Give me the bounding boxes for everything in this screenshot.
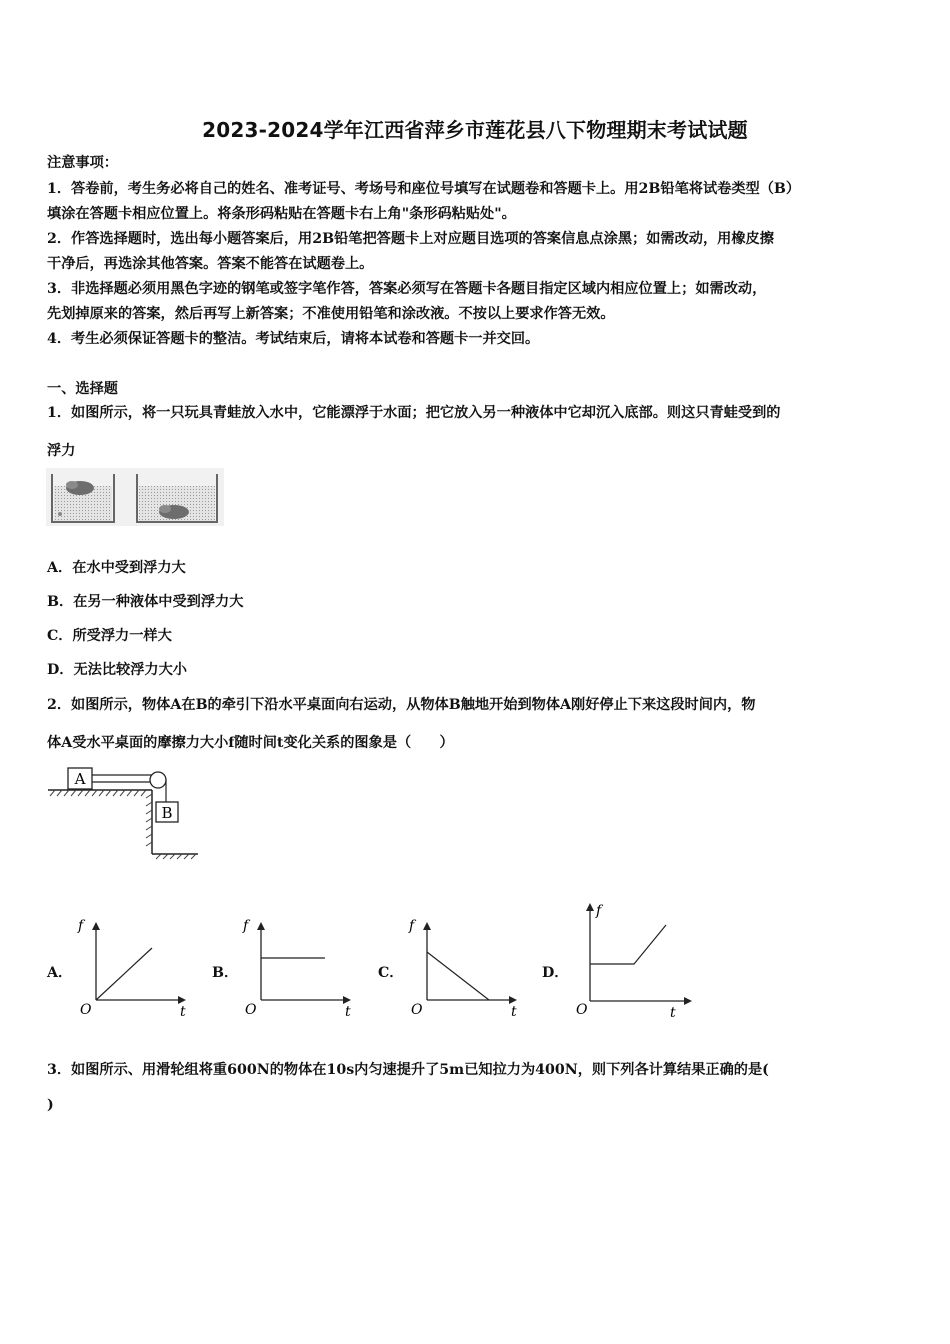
graph-d <box>566 893 696 1023</box>
q1-option-d[interactable]: D．无法比较浮力大小 <box>47 662 187 678</box>
section-heading: 一、选择题 <box>47 381 118 397</box>
page-title: 2023-2024学年江西省萍乡市莲花县八下物理期末考试试题 <box>202 118 748 142</box>
q3-stem: 3．如图所示、用滑轮组将重600N的物体在10s内匀速提升了5m已知拉力为400N，则下列各计算结果正确的是( <box>47 1062 769 1078</box>
graph-b <box>237 912 357 1022</box>
graph-b-f-label: f <box>243 918 249 934</box>
q1-stem: 1．如图所示，将一只玩具青蛙放入水中，它能漂浮于水面；把它放入另一种液体中它却沉入底部。则这只青蛙受到的 <box>47 405 781 421</box>
notice-line: 填涂在答题卡相应位置上。将条形码粘贴在答题卡右上角"条形码粘贴处"。 <box>47 206 516 222</box>
q2-stem-cont: 体A受水平桌面的摩擦力大小f随时间t变化关系的图象是（ ） <box>47 735 454 751</box>
graph-a <box>72 912 192 1022</box>
block-b-label: B <box>161 804 173 822</box>
block-a-label: A <box>74 770 86 788</box>
notice-line: 1．答卷前，考生务必将自己的姓名、准考证号、考场号和座位号填写在试题卷和答题卡上。用2B铅笔将试卷类型（B） <box>47 181 801 197</box>
graph-a-label[interactable]: A． <box>47 965 73 981</box>
notice-heading: 注意事项： <box>47 155 118 171</box>
graph-a-t-label: t <box>180 1004 186 1020</box>
q3-stem-cont: ) <box>47 1097 54 1113</box>
graph-d-f-label: f <box>596 903 602 919</box>
graph-c-t-label: t <box>511 1004 517 1020</box>
graph-c-label[interactable]: C． <box>378 965 404 981</box>
notice-line: 干净后，再选涂其他答案。答案不能答在试题卷上。 <box>47 256 374 272</box>
notice-line: 3．非选择题必须用黑色字迹的钢笔或签字笔作答，答案必须写在答题卡各题目指定区域内相应位置上；如需改动， <box>47 281 767 297</box>
graph-c-line <box>427 952 489 1000</box>
graph-b-origin: O <box>245 1002 257 1018</box>
graph-c <box>403 912 523 1022</box>
graph-d-origin: O <box>576 1002 588 1018</box>
graph-c-f-label: f <box>409 918 415 934</box>
q1-option-c[interactable]: C．所受浮力一样大 <box>47 628 172 644</box>
graph-b-t-label: t <box>345 1004 351 1020</box>
graph-d-label[interactable]: D． <box>542 965 569 981</box>
graph-d-line <box>590 925 666 964</box>
graph-d-t-label: t <box>670 1005 676 1021</box>
graph-c-origin: O <box>411 1002 423 1018</box>
graph-a-line <box>96 948 152 1000</box>
q1-stem-cont: 浮力 <box>47 443 76 459</box>
q1-option-b[interactable]: B．在另一种液体中受到浮力大 <box>47 594 244 610</box>
graph-a-f-label: f <box>78 918 84 934</box>
notice-line: 2．作答选择题时，选出每小题答案后，用2B铅笔把答题卡上对应题目选项的答案信息点涂黑；如需改动，用橡皮擦 <box>47 231 774 247</box>
graph-b-label[interactable]: B． <box>212 965 239 981</box>
notice-line: 4．考生必须保证答题卡的整洁。考试结束后，请将本试卷和答题卡一并交回。 <box>47 331 540 347</box>
notice-line: 先划掉原来的答案，然后再写上新答案；不准使用铅笔和涂改液。不按以上要求作答无效。 <box>47 306 615 322</box>
pulley-table-figure <box>46 762 206 862</box>
frog-beakers-figure <box>46 468 224 526</box>
q2-stem: 2．如图所示，物体A在B的牵引下沿水平桌面向右运动，从物体B触地开始到物体A刚好停止下来这段时间内，物 <box>47 697 756 713</box>
q1-option-a[interactable]: A．在水中受到浮力大 <box>47 560 186 576</box>
pulley-icon <box>150 772 166 788</box>
graph-a-origin: O <box>80 1002 92 1018</box>
